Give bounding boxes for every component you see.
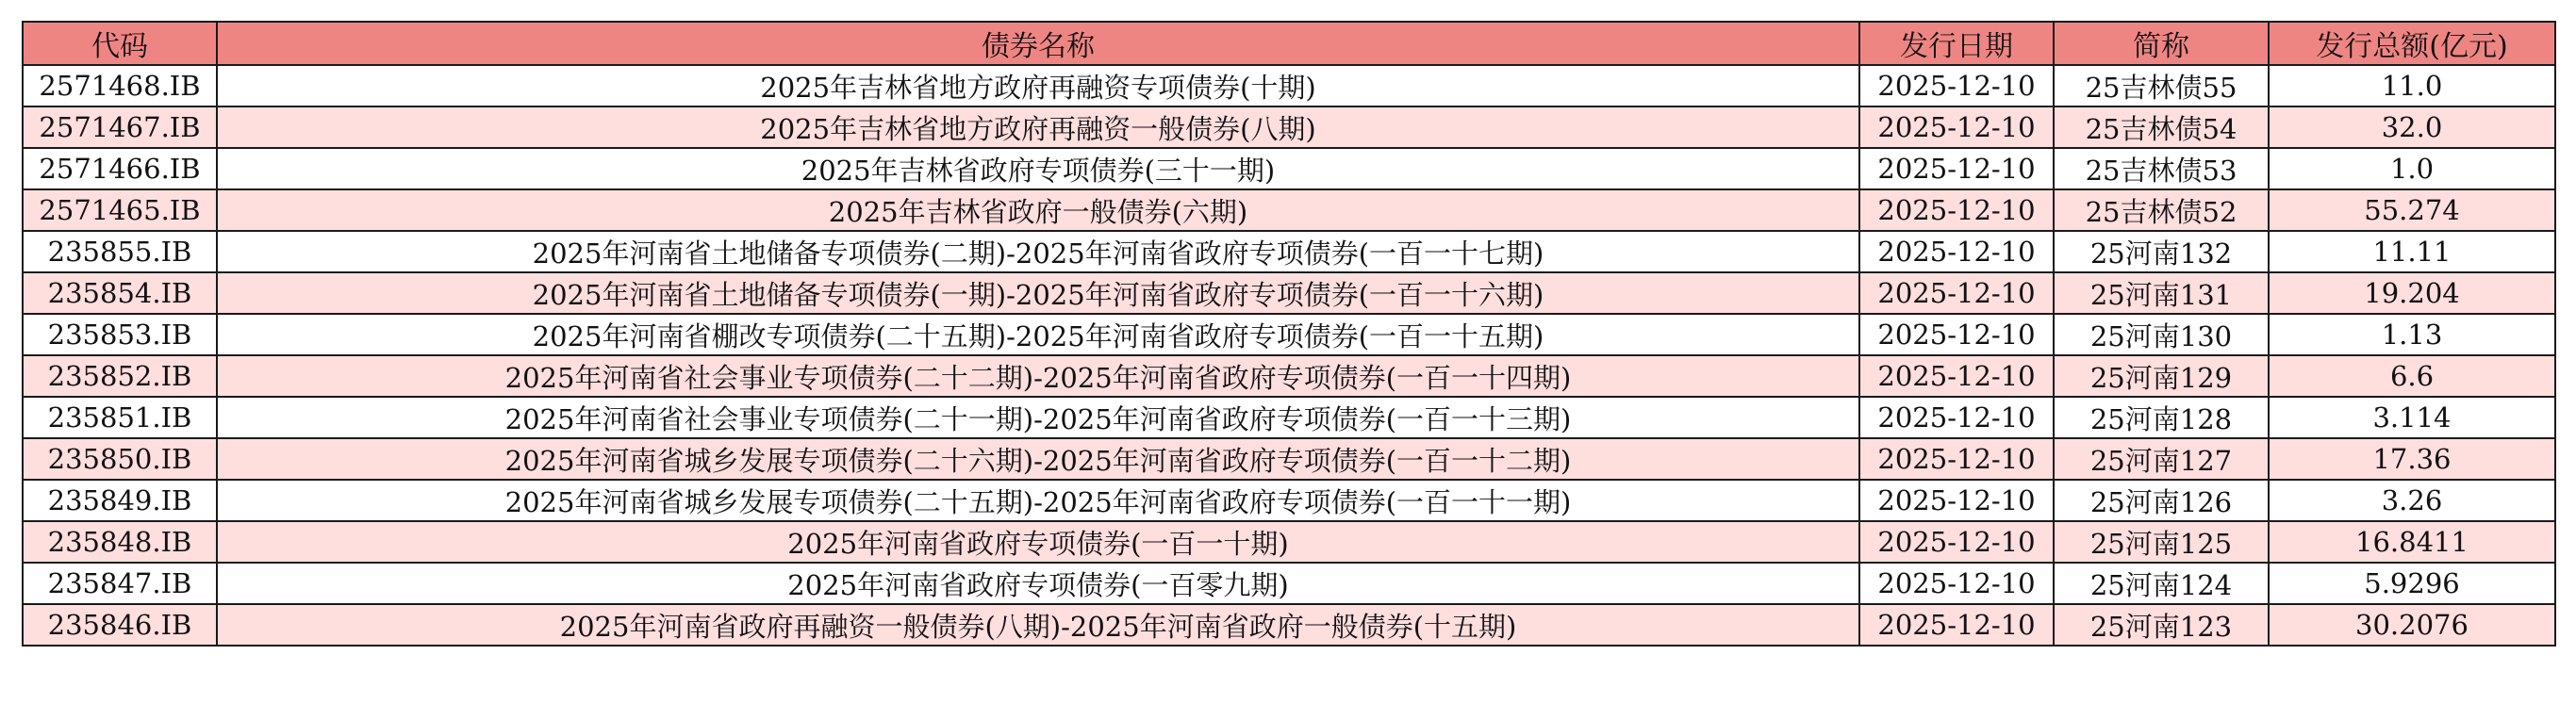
cell-issue-date: 2025-12-10 (1859, 231, 2054, 272)
cell-code: 235847.IB (23, 563, 217, 604)
cell-short-name: 25河南129 (2054, 355, 2269, 397)
cell-bond-name: 2025年河南省政府再融资一般债券(八期)-2025年河南省政府一般债券(十五期) (217, 604, 1859, 646)
cell-bond-name: 2025年河南省城乡发展专项债券(二十六期)-2025年河南省政府专项债券(一百一十二期) (217, 438, 1859, 480)
cell-code: 235855.IB (23, 231, 217, 272)
cell-short-name: 25吉林债52 (2054, 189, 2269, 231)
cell-short-name: 25河南131 (2054, 272, 2269, 314)
table-row (23, 148, 2555, 189)
cell-total-amount: 1.0 (2269, 148, 2555, 189)
table-row (23, 314, 2555, 355)
cell-bond-name: 2025年河南省棚改专项债券(二十五期)-2025年河南省政府专项债券(一百一十五期) (217, 314, 1859, 355)
cell-issue-date: 2025-12-10 (1859, 106, 2054, 148)
cell-short-name: 25河南126 (2054, 480, 2269, 521)
cell-short-name: 25河南125 (2054, 521, 2269, 563)
table-row (23, 438, 2555, 480)
cell-short-name: 25河南127 (2054, 438, 2269, 480)
table-row (23, 272, 2555, 314)
cell-total-amount: 11.11 (2269, 231, 2555, 272)
cell-code: 235852.IB (23, 355, 217, 397)
cell-total-amount: 5.9296 (2269, 563, 2555, 604)
cell-total-amount: 16.8411 (2269, 521, 2555, 563)
header-short-name: 简称 (2054, 22, 2269, 65)
cell-total-amount: 19.204 (2269, 272, 2555, 314)
cell-issue-date: 2025-12-10 (1859, 65, 2054, 106)
cell-code: 2571467.IB (23, 106, 217, 148)
cell-issue-date: 2025-12-10 (1859, 148, 2054, 189)
cell-issue-date: 2025-12-10 (1859, 438, 2054, 480)
cell-code: 235851.IB (23, 397, 217, 438)
cell-short-name: 25河南124 (2054, 563, 2269, 604)
cell-code: 235853.IB (23, 314, 217, 355)
cell-bond-name: 2025年河南省土地储备专项债券(二期)-2025年河南省政府专项债券(一百一十七期) (217, 231, 1859, 272)
cell-short-name: 25河南123 (2054, 604, 2269, 646)
cell-total-amount: 11.0 (2269, 65, 2555, 106)
cell-code: 2571468.IB (23, 65, 217, 106)
cell-code: 2571465.IB (23, 189, 217, 231)
table-row (23, 397, 2555, 438)
cell-bond-name: 2025年吉林省地方政府再融资专项债券(十期) (217, 65, 1859, 106)
cell-code: 235848.IB (23, 521, 217, 563)
table-row (23, 563, 2555, 604)
header-total-amount: 发行总额(亿元) (2269, 22, 2555, 65)
cell-short-name: 25吉林债55 (2054, 65, 2269, 106)
cell-bond-name: 2025年河南省土地储备专项债券(一期)-2025年河南省政府专项债券(一百一十六期) (217, 272, 1859, 314)
cell-bond-name: 2025年吉林省地方政府再融资一般债券(八期) (217, 106, 1859, 148)
cell-short-name: 25河南132 (2054, 231, 2269, 272)
cell-code: 235850.IB (23, 438, 217, 480)
cell-issue-date: 2025-12-10 (1859, 189, 2054, 231)
cell-issue-date: 2025-12-10 (1859, 480, 2054, 521)
cell-issue-date: 2025-12-10 (1859, 521, 2054, 563)
cell-total-amount: 30.2076 (2269, 604, 2555, 646)
table-row (23, 189, 2555, 231)
header-issue-date: 发行日期 (1859, 22, 2054, 65)
cell-code: 2571466.IB (23, 148, 217, 189)
table-row (23, 480, 2555, 521)
cell-bond-name: 2025年河南省政府专项债券(一百零九期) (217, 563, 1859, 604)
table-body (23, 65, 2555, 646)
cell-total-amount: 6.6 (2269, 355, 2555, 397)
cell-short-name: 25河南128 (2054, 397, 2269, 438)
cell-issue-date: 2025-12-10 (1859, 355, 2054, 397)
cell-total-amount: 55.274 (2269, 189, 2555, 231)
cell-short-name: 25吉林债54 (2054, 106, 2269, 148)
cell-bond-name: 2025年吉林省政府一般债券(六期) (217, 189, 1859, 231)
cell-short-name: 25吉林债53 (2054, 148, 2269, 189)
bond-table-container (22, 21, 2554, 647)
table-row (23, 106, 2555, 148)
cell-code: 235846.IB (23, 604, 217, 646)
cell-issue-date: 2025-12-10 (1859, 604, 2054, 646)
bond-issuance-table (22, 21, 2556, 647)
table-row (23, 355, 2555, 397)
table-row (23, 65, 2555, 106)
cell-issue-date: 2025-12-10 (1859, 563, 2054, 604)
table-header-row (23, 22, 2555, 65)
header-bond-name: 债券名称 (217, 22, 1859, 65)
cell-bond-name: 2025年河南省社会事业专项债券(二十一期)-2025年河南省政府专项债券(一百一十三期) (217, 397, 1859, 438)
cell-total-amount: 17.36 (2269, 438, 2555, 480)
table-row (23, 604, 2555, 646)
cell-short-name: 25河南130 (2054, 314, 2269, 355)
cell-issue-date: 2025-12-10 (1859, 272, 2054, 314)
cell-bond-name: 2025年河南省政府专项债券(一百一十期) (217, 521, 1859, 563)
table-row (23, 521, 2555, 563)
cell-bond-name: 2025年河南省城乡发展专项债券(二十五期)-2025年河南省政府专项债券(一百一十一期) (217, 480, 1859, 521)
cell-total-amount: 1.13 (2269, 314, 2555, 355)
cell-total-amount: 3.26 (2269, 480, 2555, 521)
table-row (23, 231, 2555, 272)
cell-issue-date: 2025-12-10 (1859, 397, 2054, 438)
cell-total-amount: 32.0 (2269, 106, 2555, 148)
cell-bond-name: 2025年吉林省政府专项债券(三十一期) (217, 148, 1859, 189)
header-code: 代码 (23, 22, 217, 65)
cell-bond-name: 2025年河南省社会事业专项债券(二十二期)-2025年河南省政府专项债券(一百一十四期) (217, 355, 1859, 397)
cell-code: 235849.IB (23, 480, 217, 521)
cell-total-amount: 3.114 (2269, 397, 2555, 438)
cell-issue-date: 2025-12-10 (1859, 314, 2054, 355)
cell-code: 235854.IB (23, 272, 217, 314)
